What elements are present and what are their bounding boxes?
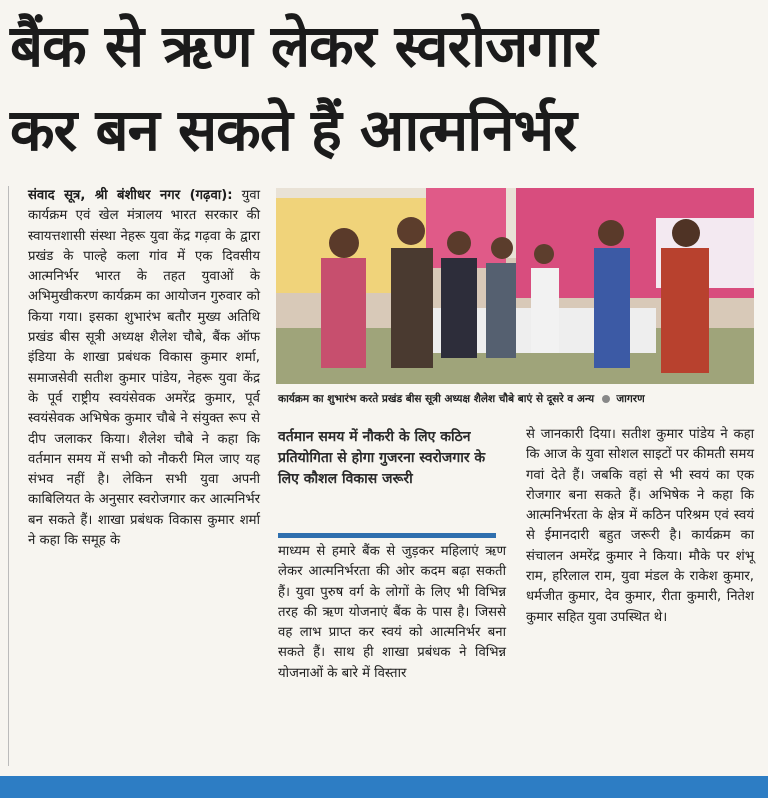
article-column-1	[28, 186, 260, 551]
headline-line-1: बैंक से ऋण लेकर स्वरोजगार	[10, 12, 597, 80]
caption-text: कार्यक्रम का शुभारंभ करते प्रखंड बीस सूत्री अध्यक्ष शैलेश चौबे बाएं से दूसरे व अन्य	[278, 393, 595, 405]
article-text-1: युवा कार्यक्रम एवं खेल मंत्रालय भारत सरकार की स्वायत्तशासी संस्था नेहरू युवा केंद्र गढ़वा के द्वारा प्रखंड के पाल्हे कला गांव में एक दिवसीय आत्मनिर्भर भारत के तहत युवाओं के अभिमुखीकरण कार्यक्रम का आयोजन गुरुवार को किया गया। इसका शुभारंभ बतौर मुख्य अतिथि प्रखंड बीस सूत्री अध्यक्ष शैलेश चौबे, बैंक ऑफ इंडिया के शाखा प्रबंधक विकास कुमार शर्मा, समाजसेवी सतीश कुमार पांडेय, नेहरू युवा केंद्र के पूर्व राष्ट्रीय स्वयंसेवक अमरेंद्र कुमार, पूर्व स्वयंसेवक अभिषेक कुमार चौबे ने संयुक्त रूप से दीप जलाकर किया। शैलेश चौबे ने कहा कि वर्तमान समय में सभी को नौकरी मिल जाए यह संभव नहीं है। लेकिन सभी युवा अपनी काबिलियत के अनुसार स्वरोजगार कर आत्मनिर्भर बन सकते हैं। शाखा प्रबंधक विकास कुमार शर्मा ने कहा कि समूह के	[28, 188, 260, 549]
photo-credit: जागरण	[616, 393, 645, 405]
article-column-3: से जानकारी दिया। सतीश कुमार पांडेय ने कहा कि आज के युवा सोशल साइटों पर कीमती समय गवां देते हैं। जबकि वहां से भी स्वयं का एक रोजगार बना सकते हैं। अभिषेक ने कहा कि आत्मनिर्भरता के क्षेत्र में कठिन परिश्रम एवं स्वयं से ईमानदारी बहुत जरूरी है। कार्यक्रम का संचालन अमरेंद्र कुमार ने किया। मौके पर शंभू राम, हरिलाल राम, युवा मंडल के राकेश कुमार, धर्मजीत कुमार, देव कुमार, रीता कुमारी, नितेश कुमार सहित युवा उपस्थित थे।	[526, 427, 754, 625]
bottom-color-band	[0, 776, 768, 798]
article-column-2: माध्यम से हमारे बैंक से जुड़कर महिलाएं ऋण लेकर आत्मनिर्भरता की ओर कदम बढ़ा सकती हैं। युवा पुरुष वर्ग के लोगों के लिए भी विभिन्न तरह की ऋण योजनाएं बैंक के पास है। जिससे वह लाभ प्राप्त कर स्वयं को आत्मनिर्भर बना सकते हैं। साथ ही शाखा प्रबंधक ने विभिन्न योजनाओं के बारे में विस्तार	[278, 544, 506, 681]
headline	[10, 4, 760, 172]
column-rule	[8, 186, 9, 766]
event-photo	[276, 188, 754, 384]
headline-line-2: कर बन सकते हैं आत्मनिर्भर	[10, 96, 576, 164]
photo-caption	[278, 392, 756, 406]
pull-quote-rule	[278, 533, 496, 538]
credit-dot-icon	[602, 395, 610, 403]
pull-quote: वर्तमान समय में नौकरी के लिए कठिन प्रतियोगिता से होगा गुजरना स्वरोजगार के लिए कौशल विकास जरूरी	[278, 429, 486, 487]
event-photo-illustration	[276, 188, 754, 384]
dateline: संवाद सूत्र, श्री बंशीधर नगर (गढ़वा):	[28, 188, 233, 203]
